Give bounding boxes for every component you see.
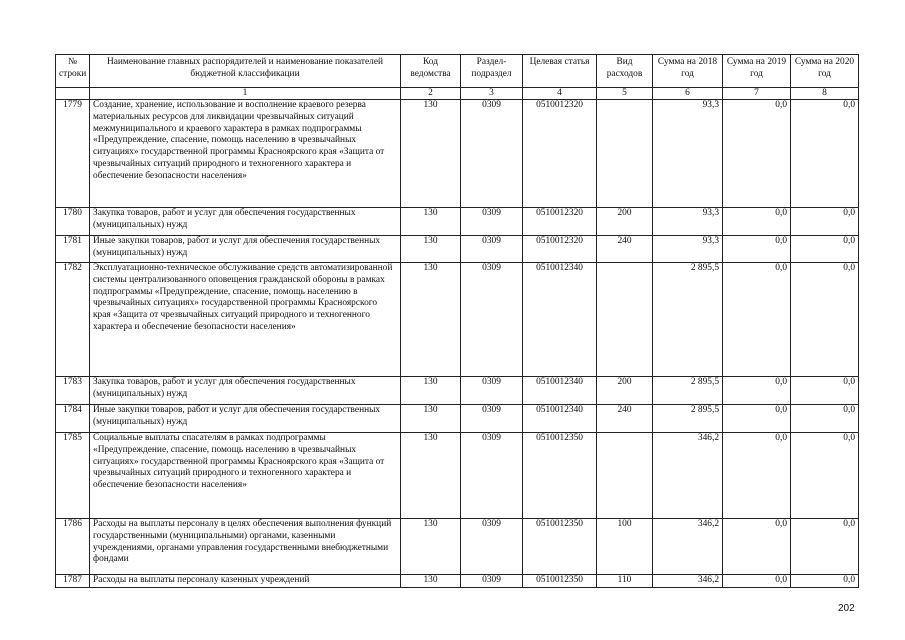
column-number: 3 [461,88,523,100]
row-razdel: 0309 [461,208,523,236]
row-sum-2018: 346,2 [653,433,723,519]
row-expense-type: 240 [597,236,653,263]
row-number: 1781 [56,236,90,263]
row-ved-code: 130 [401,208,461,236]
row-name: Расходы на выплаты персоналу казенных учреждений [90,575,401,588]
row-razdel: 0309 [461,575,523,588]
row-sum-2019: 0,0 [723,263,791,377]
row-ved-code: 130 [401,377,461,405]
row-number: 1779 [56,100,90,208]
row-target-article: 0510012340 [523,377,597,405]
row-target-article: 0510012340 [523,405,597,433]
row-target-article: 0510012320 [523,208,597,236]
row-ved-code: 130 [401,575,461,588]
column-number: 6 [653,88,723,100]
header-sum-2018: Сумма на 2018 год [653,55,723,88]
row-sum-2019: 0,0 [723,433,791,519]
column-number: 1 [90,88,401,100]
table-row [56,519,859,575]
row-target-article: 0510012340 [523,263,597,377]
row-name: Социальные выплаты спасателям в рамках подпрограммы «Предупреждение, спасение, помощь населению в чрезвычайных ситуациях» государственной программы Красноярского края «Защита от чрезвычайных ситуаций природного и техногенного характера и обеспечение безопасности населения» [90,433,401,519]
row-ved-code: 130 [401,100,461,208]
column-number: 8 [791,88,859,100]
row-expense-type: 200 [597,208,653,236]
row-name: Закупка товаров, работ и услуг для обеспечения государственных (муниципальных) нужд [90,377,401,405]
row-number: 1782 [56,263,90,377]
row-sum-2019: 0,0 [723,100,791,208]
row-expense-type [597,263,653,377]
row-sum-2020: 0,0 [791,575,859,588]
row-name: Иные закупки товаров, работ и услуг для обеспечения государственных (муниципальных) нужд [90,236,401,263]
budget-table [55,54,859,588]
row-sum-2020: 0,0 [791,405,859,433]
row-name: Иные закупки товаров, работ и услуг для обеспечения государственных (муниципальных) нужд [90,405,401,433]
column-number [56,88,90,100]
row-target-article: 0510012350 [523,575,597,588]
row-target-article: 0510012320 [523,100,597,208]
column-number: 5 [597,88,653,100]
header-row-number: № строки [56,55,90,88]
header-name: Наименование главных распорядителей и наименование показателей бюджетной классификации [90,55,401,88]
row-sum-2020: 0,0 [791,433,859,519]
row-number: 1784 [56,405,90,433]
row-name: Закупка товаров, работ и услуг для обеспечения государственных (муниципальных) нужд [90,208,401,236]
header-razdel: Раздел-подраздел [461,55,523,88]
row-sum-2018: 346,2 [653,519,723,575]
header-sum-2019: Сумма на 2019 год [723,55,791,88]
row-sum-2020: 0,0 [791,263,859,377]
column-number: 7 [723,88,791,100]
row-expense-type [597,100,653,208]
table-row [56,263,859,377]
row-sum-2019: 0,0 [723,208,791,236]
row-ved-code: 130 [401,405,461,433]
row-sum-2020: 0,0 [791,377,859,405]
row-sum-2020: 0,0 [791,208,859,236]
header-row [56,55,859,88]
row-sum-2018: 93,3 [653,100,723,208]
column-number: 4 [523,88,597,100]
row-expense-type: 200 [597,377,653,405]
row-target-article: 0510012350 [523,519,597,575]
row-number: 1786 [56,519,90,575]
row-target-article: 0510012350 [523,433,597,519]
row-razdel: 0309 [461,519,523,575]
table-row [56,236,859,263]
column-number: 2 [401,88,461,100]
row-sum-2018: 93,3 [653,236,723,263]
table-row [56,100,859,208]
row-expense-type: 100 [597,519,653,575]
row-sum-2020: 0,0 [791,519,859,575]
row-sum-2018: 2 895,5 [653,377,723,405]
row-name: Эксплуатационно-техническое обслуживание средств автоматизированной системы централизованного оповещения гражданской обороны в рамках подпрограммы «Предупреждение, спасение, помощь населению в чрезвычайных ситуациях» государственной программы Красноярского края «Защита от чрезвычайных ситуаций природного и техногенного характера и обеспечение безопасности населения» [90,263,401,377]
table-row [56,433,859,519]
row-razdel: 0309 [461,433,523,519]
row-expense-type: 110 [597,575,653,588]
row-number: 1785 [56,433,90,519]
row-number: 1787 [56,575,90,588]
row-sum-2020: 0,0 [791,236,859,263]
row-ved-code: 130 [401,236,461,263]
table-row [56,208,859,236]
row-razdel: 0309 [461,100,523,208]
row-ved-code: 130 [401,263,461,377]
row-expense-type [597,433,653,519]
row-sum-2018: 346,2 [653,575,723,588]
row-sum-2019: 0,0 [723,519,791,575]
row-sum-2019: 0,0 [723,236,791,263]
row-expense-type: 240 [597,405,653,433]
row-number: 1780 [56,208,90,236]
table-row [56,405,859,433]
row-ved-code: 130 [401,519,461,575]
row-sum-2019: 0,0 [723,405,791,433]
row-number: 1783 [56,377,90,405]
header-expense-type: Вид расходов [597,55,653,88]
row-sum-2020: 0,0 [791,100,859,208]
row-sum-2019: 0,0 [723,377,791,405]
row-razdel: 0309 [461,405,523,433]
row-name: Расходы на выплаты персоналу в целях обеспечения выполнения функций государственными (муниципальными) органами, казенными учреждениями, органами управления государственными внебюджетными фондами [90,519,401,575]
header-ved-code: Код ведомства [401,55,461,88]
table-row [56,377,859,405]
row-razdel: 0309 [461,263,523,377]
row-sum-2018: 93,3 [653,208,723,236]
row-sum-2018: 2 895,5 [653,263,723,377]
row-sum-2019: 0,0 [723,575,791,588]
table-row [56,575,859,588]
row-name: Создание, хранение, использование и восполнение краевого резерва материальных ресурсов для ликвидации чрезвычайных ситуаций межмуниципального и краевого характера в рамках подпрограммы «Предупреждение, спасение, помощь населению в чрезвычайных ситуациях» государственной программы Красноярского края «Защита от чрезвычайных ситуаций природного и техногенного характера и обеспечение безопасности населения» [90,100,401,208]
row-target-article: 0510012320 [523,236,597,263]
row-razdel: 0309 [461,377,523,405]
row-razdel: 0309 [461,236,523,263]
column-number-row [56,88,859,100]
row-ved-code: 130 [401,433,461,519]
row-sum-2018: 2 895,5 [653,405,723,433]
header-sum-2020: Сумма на 2020 год [791,55,859,88]
header-target-article: Целевая статья [523,55,597,88]
page-number: 202 [838,603,855,614]
